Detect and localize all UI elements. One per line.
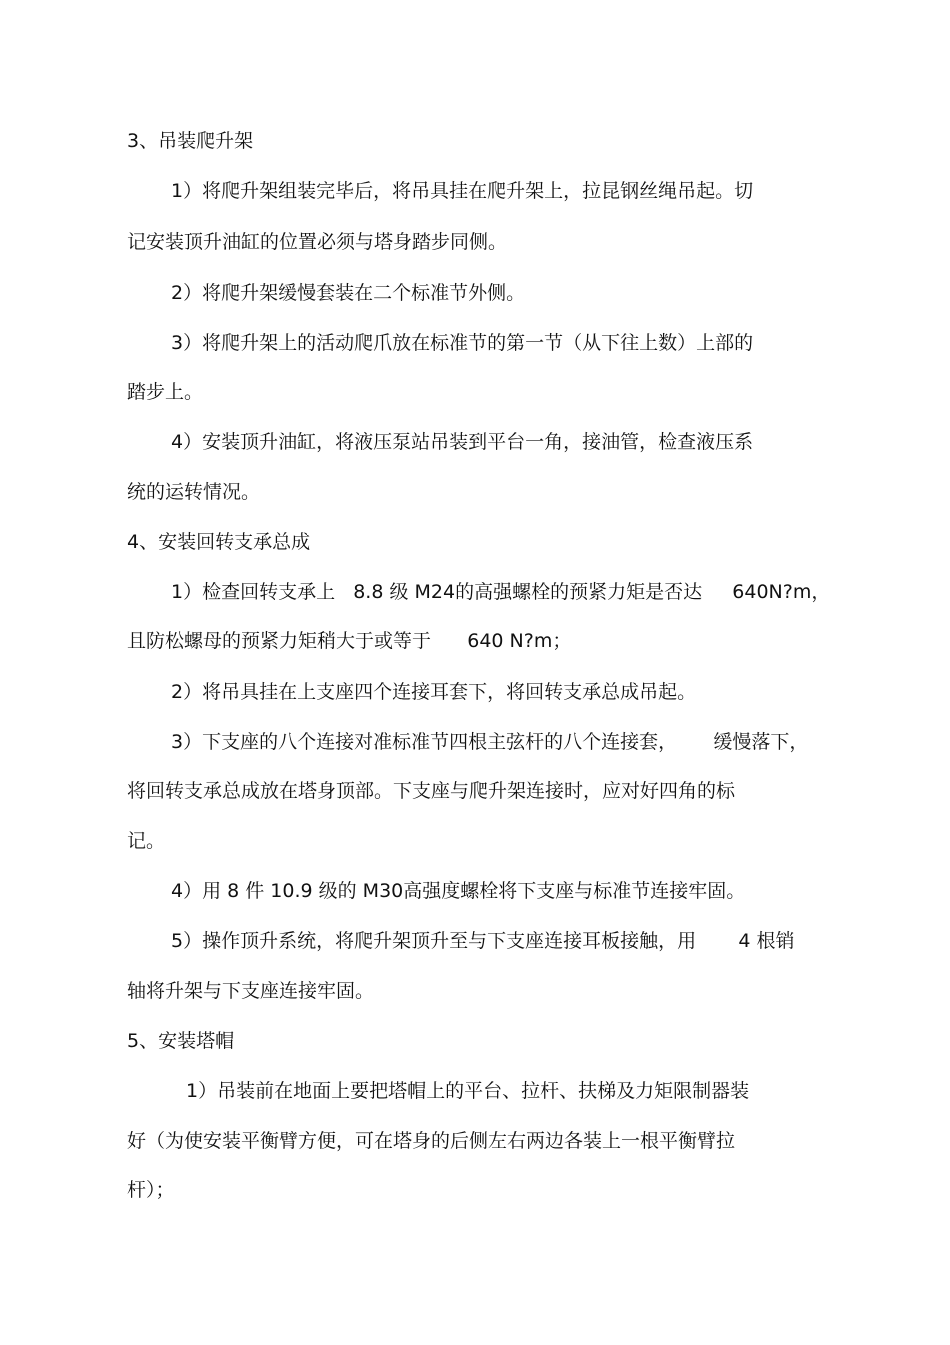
section-heading: 3、吊装爬升架 [127,130,254,152]
paragraph-line: 踏步上。 [127,381,204,403]
section-heading: 4、安装回转支承总成 [127,531,311,553]
paragraph-line: 1）将爬升架组装完毕后，将吊具挂在爬升架上，拉昆钢丝绳吊起。切 [171,180,754,202]
paragraph-line: 5）操作顶升系统，将爬升架顶升至与下支座连接耳板接触，用 4 根销 [171,930,795,952]
paragraph-line: 将回转支承总成放在塔身顶部。下支座与爬升架连接时，应对好四角的标 [127,780,736,802]
paragraph-line: 2）将爬升架缓慢套装在二个标准节外侧。 [171,282,526,304]
paragraph-line: 3）下支座的八个连接对准标准节四根主弦杆的八个连接套， 缓慢落下， [171,731,809,753]
paragraph-line: 杆）； [127,1179,175,1201]
paragraph-line: 2）将吊具挂在上支座四个连接耳套下，将回转支承总成吊起。 [171,681,697,703]
paragraph-line: 且防松螺母的预紧力矩稍大于或等于 640 N?m； [127,630,572,652]
paragraph-line: 1）吊装前在地面上要把塔帽上的平台、拉杆、扶梯及力矩限制器装 [186,1080,750,1102]
paragraph-line: 好（为使安装平衡臂方便，可在塔身的后侧左右两边各装上一根平衡臂拉 [127,1130,736,1152]
paragraph-line: 1）检查回转支承上 8.8 级 M24的高强螺栓的预紧力矩是否达 640N?m， [171,581,831,603]
paragraph-line: 记安装顶升油缸的位置必须与塔身踏步同侧。 [127,231,508,253]
paragraph-line: 记。 [127,830,166,852]
paragraph-line: 3）将爬升架上的活动爬爪放在标准节的第一节（从下往上数）上部的 [171,332,754,354]
section-heading: 5、安装塔帽 [127,1030,235,1052]
paragraph-line: 轴将升架与下支座连接牢固。 [127,980,375,1002]
paragraph-line: 4）用 8 件 10.9 级的 M30高强度螺栓将下支座与标准节连接牢固。 [171,880,746,902]
paragraph-line: 4）安装顶升油缸，将液压泵站吊装到平台一角，接油管，检查液压系 [171,431,754,453]
paragraph-line: 统的运转情况。 [127,481,261,503]
